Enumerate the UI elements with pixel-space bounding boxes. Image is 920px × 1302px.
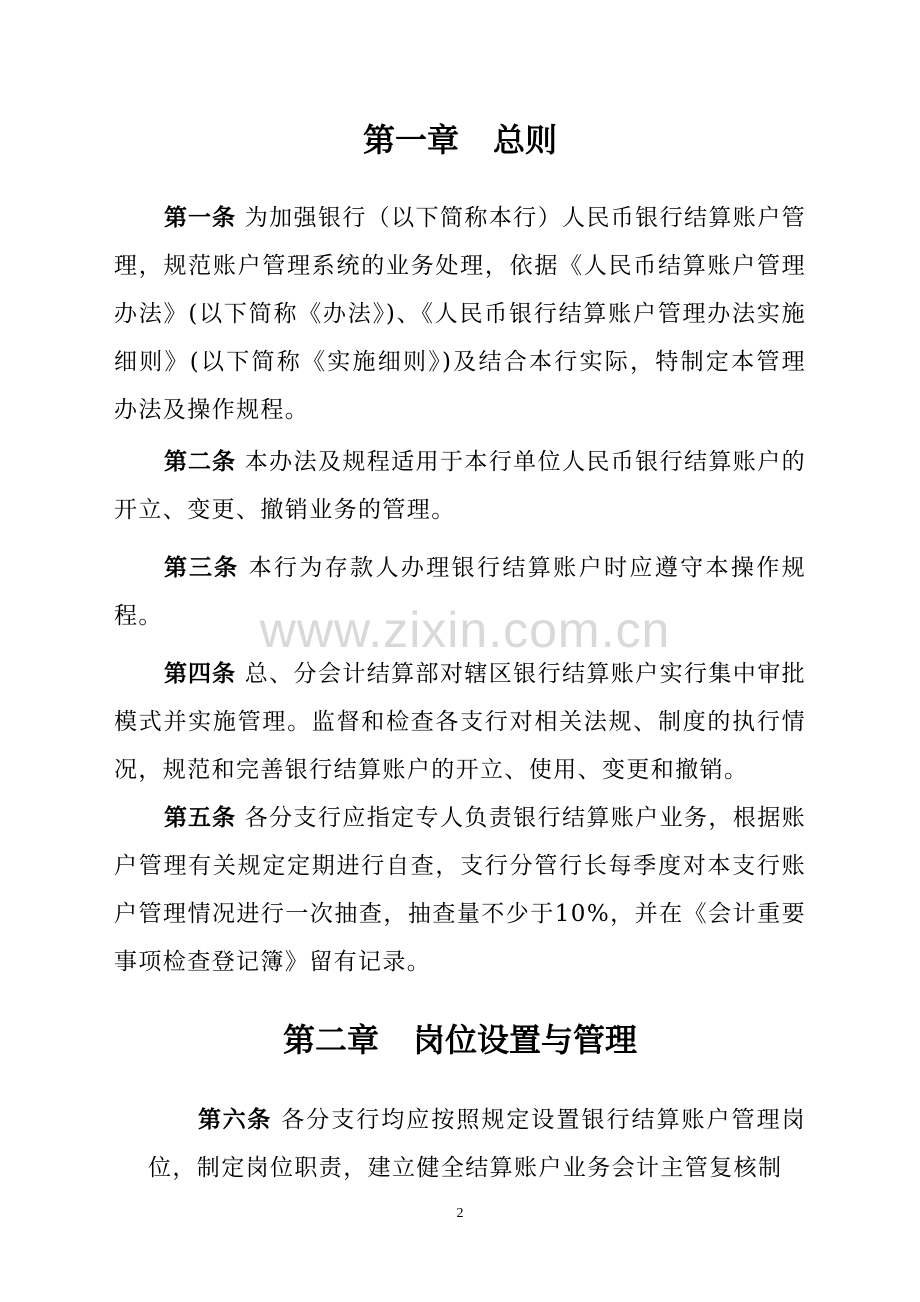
article-2-label: 第二条 [164,449,237,475]
chapter-2-number: 第二章 [282,1021,379,1059]
article-5 [114,794,806,986]
article-2-text: 本办法及规程适用于本行单位人民币银行结算账户的开立、变更、撤销业务的管理。 [114,449,807,523]
chapter-1-heading [0,120,920,160]
article-6 [148,1096,806,1192]
article-1 [114,194,806,434]
article-3-text: 本行为存款人办理银行结算账户时应遵守本操作规程。 [114,555,806,629]
chapter-2-heading [0,1020,920,1060]
article-1-text: 为加强银行（以下简称本行）人民币银行结算账户管理，规范账户管理系统的业务处理，依据《人民币结算账户管理办法》(以下简称《办法》)、《人民币银行结算账户管理办法实施细则》(以下简称《实施细则》)及结合本行实际，特制定本管理办法及操作规程。 [114,205,807,423]
article-5-text: 各分支行应指定专人负责银行结算账户业务，根据账户管理有关规定定期进行自查，支行分管行长每季度对本支行账户管理情况进行一次抽查，抽查量不少于10%，并在《会计重要事项检查登记簿》留有记录。 [114,805,807,975]
watermark: www.zixin.com.cn [259,602,671,658]
article-6-label: 第六条 [198,1107,272,1133]
article-1-label: 第一条 [164,205,237,231]
article-4-text: 总、分会计结算部对辖区银行结算账户实行集中审批模式并实施管理。监督和检查各支行对相关法规、制度的执行情况，规范和完善银行结算账户的开立、使用、变更和撤销。 [114,661,807,783]
chapter-1-number: 第一章 [362,121,459,159]
article-2 [114,438,806,534]
article-4 [114,650,806,794]
page-number: 2 [456,1206,464,1221]
article-6-text: 各分支行均应按照规定设置银行结算账户管理岗位，制定岗位职责，建立健全结算账户业务会计主管复核制 [148,1107,806,1181]
article-4-label: 第四条 [164,661,237,687]
article-3-label: 第三条 [164,555,239,581]
article-5-label: 第五条 [164,805,237,831]
chapter-2-title: 岗位设置与管理 [413,1021,638,1059]
chapter-1-title: 总则 [493,121,558,159]
